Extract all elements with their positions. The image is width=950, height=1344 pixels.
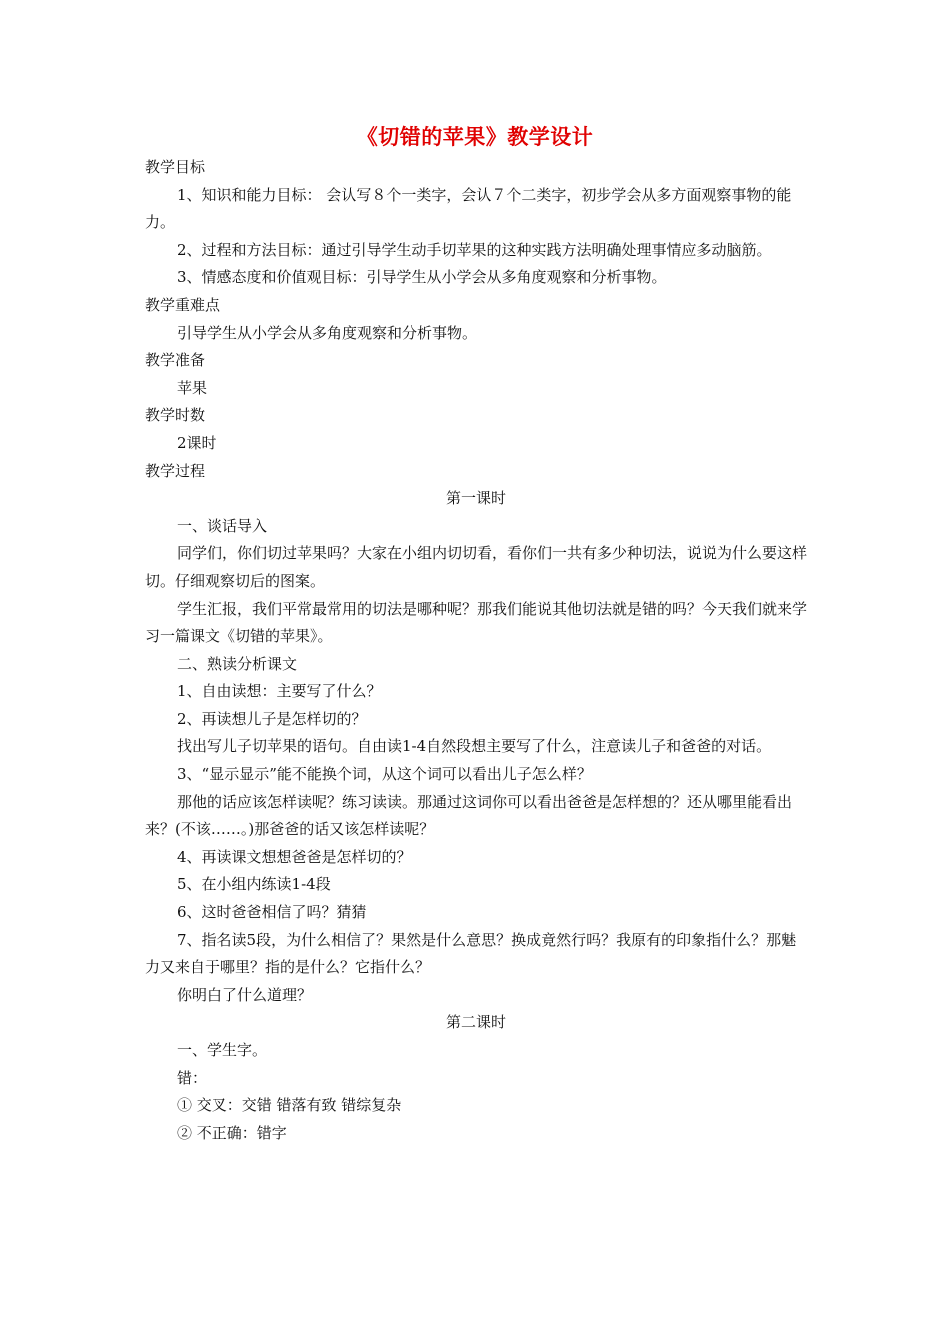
goal-2: 2、过程和方法目标：通过引导学生动手切苹果的这种实践方法明确处理事情应多动脑筋。 <box>177 240 772 259</box>
document-title: 《切错的苹果》教学设计 <box>356 124 594 149</box>
goal-3: 3、情感态度和价值观目标：引导学生从小学会从多角度观察和分析事物。 <box>177 268 667 287</box>
lesson-1-paragraph: 7、指名读5段，为什么相信了？果然是什么意思？换成竟然行吗？我原有的印象指什么？那魅力又来自于哪里？指的是什么？它指什么？ <box>145 930 797 977</box>
lesson-1-heading: 第一课时 <box>445 489 506 508</box>
lesson-1-paragraph: 同学们，你们切过苹果吗？大家在小组内切切看，看你们一共有多少种切法，说说为什么要这样切。仔细观察切后的图案。 <box>145 544 808 590</box>
lesson-1-paragraph: 二、熟读分析课文 <box>177 654 298 673</box>
lesson-1-paragraph: 1、自由读想：主要写了什么？ <box>177 682 382 701</box>
key-points-heading: 教学重难点 <box>145 295 221 314</box>
process-heading: 教学过程 <box>145 461 206 480</box>
lesson-1-paragraph: 找出写儿子切苹果的语句。自由读1-4自然段想主要写了什么，注意读儿子和爸爸的对话。 <box>177 737 772 756</box>
preparation-heading: 教学准备 <box>145 351 206 370</box>
lesson-1-paragraph: 3、“显示显示”能不能换个词，从这个词可以看出儿子怎么样？ <box>177 765 592 784</box>
goals-heading: 教学目标 <box>145 158 206 176</box>
lesson-2-heading: 第二课时 <box>445 1013 506 1032</box>
lesson-1-paragraph: 2、再读想儿子是怎样切的？ <box>177 709 367 728</box>
document-body <box>145 154 807 1147</box>
lesson-1-paragraph: 你明白了什么道理？ <box>177 985 313 1004</box>
lesson-1-paragraph: 一、谈话导入 <box>177 516 268 535</box>
lesson-1-paragraph: 学生汇报，我们平常最常用的切法是哪种呢？那我们能说其他切法就是错的吗？今天我们就来学习一篇课文《切错的苹果》。 <box>145 599 808 646</box>
lesson-2-paragraph: 错： <box>177 1068 208 1087</box>
lesson-1-paragraph: 5、在小组内练读1-4段 <box>177 875 331 894</box>
lesson-1-paragraph: 4、再读课文想想爸爸是怎样切的？ <box>177 847 412 866</box>
lesson-2-paragraph: ② 不正确：错字 <box>177 1123 287 1142</box>
lesson-1-paragraph: 6、这时爸爸相信了吗？猜猜 <box>177 903 367 922</box>
key-points-text: 引导学生从小学会从多角度观察和分析事物。 <box>177 323 478 342</box>
lesson-1-paragraph: 那他的话应该怎样读呢？练习读读。那通过这词你可以看出爸爸是怎样想的？还从哪里能看出来？(不该……。)那爸爸的话又该怎样读呢？ <box>145 792 793 839</box>
preparation-text: 苹果 <box>177 378 208 397</box>
hours-heading: 教学时数 <box>145 406 206 425</box>
hours-text: 2课时 <box>177 433 217 452</box>
lesson-2-paragraph: ① 交叉：交错 错落有致 错综复杂 <box>177 1096 402 1115</box>
lesson-2-paragraph: 一、学生字。 <box>177 1041 268 1059</box>
goal-1: 1、知识和能力目标： 会认写８个一类字，会认７个二类字，初步学会从多方面观察事物的能力。 <box>145 185 792 232</box>
